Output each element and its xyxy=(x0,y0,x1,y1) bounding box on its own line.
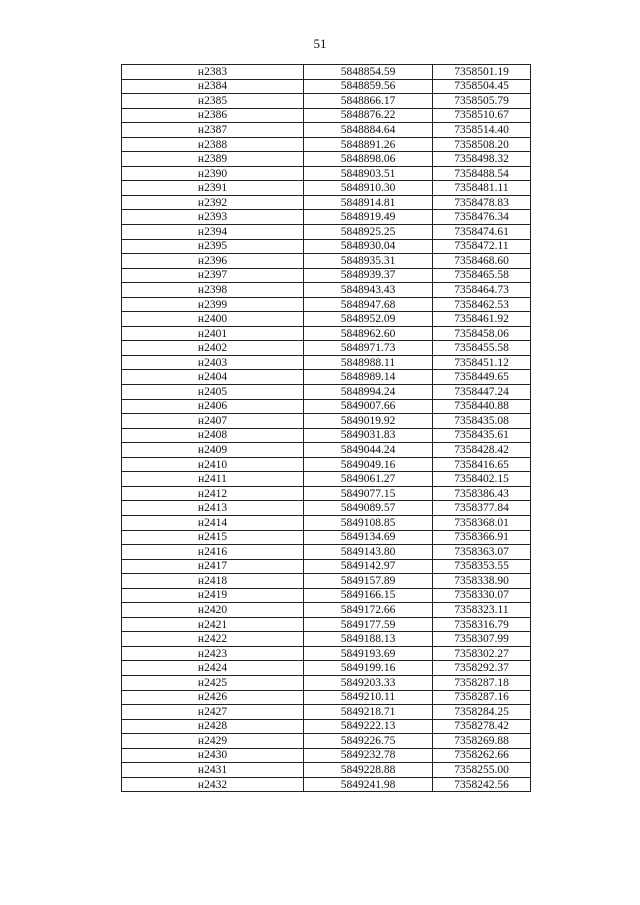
table-row xyxy=(122,705,531,720)
table-row xyxy=(122,515,531,530)
table-row xyxy=(122,530,531,545)
point-id-cell: н2395 xyxy=(122,239,304,254)
y-coordinate-cell: 7358458.06 xyxy=(433,326,531,341)
table-row xyxy=(122,399,531,414)
point-id-cell: н2420 xyxy=(122,603,304,618)
x-coordinate-cell: 5848854.59 xyxy=(304,65,433,80)
point-id-cell: н2388 xyxy=(122,137,304,152)
x-coordinate-cell: 5849134.69 xyxy=(304,530,433,545)
point-id-cell: н2393 xyxy=(122,210,304,225)
table-row xyxy=(122,79,531,94)
x-coordinate-cell: 5848919.49 xyxy=(304,210,433,225)
y-coordinate-cell: 7358435.61 xyxy=(433,428,531,443)
point-id-cell: н2407 xyxy=(122,414,304,429)
y-coordinate-cell: 7358451.12 xyxy=(433,355,531,370)
y-coordinate-cell: 7358449.65 xyxy=(433,370,531,385)
point-id-cell: н2428 xyxy=(122,719,304,734)
y-coordinate-cell: 7358278.42 xyxy=(433,719,531,734)
table-row xyxy=(122,312,531,327)
table-row xyxy=(122,123,531,138)
x-coordinate-cell: 5849218.71 xyxy=(304,705,433,720)
point-id-cell: н2398 xyxy=(122,283,304,298)
point-id-cell: н2432 xyxy=(122,777,304,792)
point-id-cell: н2413 xyxy=(122,501,304,516)
x-coordinate-cell: 5849089.57 xyxy=(304,501,433,516)
point-id-cell: н2387 xyxy=(122,123,304,138)
x-coordinate-cell: 5848943.43 xyxy=(304,283,433,298)
y-coordinate-cell: 7358478.83 xyxy=(433,195,531,210)
y-coordinate-cell: 7358472.11 xyxy=(433,239,531,254)
table-row xyxy=(122,603,531,618)
y-coordinate-cell: 7358402.15 xyxy=(433,472,531,487)
point-id-cell: н2386 xyxy=(122,108,304,123)
x-coordinate-cell: 5848994.24 xyxy=(304,385,433,400)
y-coordinate-cell: 7358455.58 xyxy=(433,341,531,356)
table-row xyxy=(122,239,531,254)
point-id-cell: н2389 xyxy=(122,152,304,167)
point-id-cell: н2423 xyxy=(122,646,304,661)
point-id-cell: н2421 xyxy=(122,617,304,632)
x-coordinate-cell: 5849061.27 xyxy=(304,472,433,487)
table-row xyxy=(122,254,531,269)
table-row xyxy=(122,195,531,210)
x-coordinate-cell: 5848925.25 xyxy=(304,225,433,240)
table-row xyxy=(122,355,531,370)
table-row xyxy=(122,428,531,443)
x-coordinate-cell: 5848939.37 xyxy=(304,268,433,283)
table-row xyxy=(122,777,531,792)
x-coordinate-cell: 5848859.56 xyxy=(304,79,433,94)
table-row xyxy=(122,632,531,647)
x-coordinate-cell: 5848962.60 xyxy=(304,326,433,341)
y-coordinate-cell: 7358353.55 xyxy=(433,559,531,574)
x-coordinate-cell: 5848971.73 xyxy=(304,341,433,356)
point-id-cell: н2399 xyxy=(122,297,304,312)
x-coordinate-cell: 5848989.14 xyxy=(304,370,433,385)
table-row xyxy=(122,501,531,516)
y-coordinate-cell: 7358368.01 xyxy=(433,515,531,530)
y-coordinate-cell: 7358428.42 xyxy=(433,443,531,458)
y-coordinate-cell: 7358510.67 xyxy=(433,108,531,123)
x-coordinate-cell: 5849007.66 xyxy=(304,399,433,414)
point-id-cell: н2397 xyxy=(122,268,304,283)
coordinates-table xyxy=(121,64,531,792)
point-id-cell: н2392 xyxy=(122,195,304,210)
x-coordinate-cell: 5848903.51 xyxy=(304,166,433,181)
table-row xyxy=(122,210,531,225)
y-coordinate-cell: 7358302.27 xyxy=(433,646,531,661)
x-coordinate-cell: 5849188.13 xyxy=(304,632,433,647)
table-row xyxy=(122,661,531,676)
point-id-cell: н2400 xyxy=(122,312,304,327)
y-coordinate-cell: 7358269.88 xyxy=(433,734,531,749)
table-row xyxy=(122,646,531,661)
point-id-cell: н2431 xyxy=(122,763,304,778)
table-row xyxy=(122,166,531,181)
x-coordinate-cell: 5848898.06 xyxy=(304,152,433,167)
y-coordinate-cell: 7358287.18 xyxy=(433,675,531,690)
point-id-cell: н2405 xyxy=(122,385,304,400)
table-row xyxy=(122,137,531,152)
table-row xyxy=(122,545,531,560)
table-row xyxy=(122,443,531,458)
x-coordinate-cell: 5849193.69 xyxy=(304,646,433,661)
page-number: 51 xyxy=(313,36,327,51)
x-coordinate-cell: 5849210.11 xyxy=(304,690,433,705)
point-id-cell: н2403 xyxy=(122,355,304,370)
table-row xyxy=(122,472,531,487)
y-coordinate-cell: 7358440.88 xyxy=(433,399,531,414)
y-coordinate-cell: 7358366.91 xyxy=(433,530,531,545)
x-coordinate-cell: 5848988.11 xyxy=(304,355,433,370)
y-coordinate-cell: 7358488.54 xyxy=(433,166,531,181)
x-coordinate-cell: 5848947.68 xyxy=(304,297,433,312)
y-coordinate-cell: 7358514.40 xyxy=(433,123,531,138)
point-id-cell: н2422 xyxy=(122,632,304,647)
table-row xyxy=(122,283,531,298)
table-row xyxy=(122,617,531,632)
point-id-cell: н2402 xyxy=(122,341,304,356)
x-coordinate-cell: 5849031.83 xyxy=(304,428,433,443)
y-coordinate-cell: 7358501.19 xyxy=(433,65,531,80)
y-coordinate-cell: 7358461.92 xyxy=(433,312,531,327)
y-coordinate-cell: 7358476.34 xyxy=(433,210,531,225)
point-id-cell: н2408 xyxy=(122,428,304,443)
x-coordinate-cell: 5849232.78 xyxy=(304,748,433,763)
point-id-cell: н2404 xyxy=(122,370,304,385)
y-coordinate-cell: 7358386.43 xyxy=(433,486,531,501)
table-row xyxy=(122,414,531,429)
table-row xyxy=(122,225,531,240)
table-row xyxy=(122,94,531,109)
x-coordinate-cell: 5849203.33 xyxy=(304,675,433,690)
y-coordinate-cell: 7358338.90 xyxy=(433,574,531,589)
y-coordinate-cell: 7358316.79 xyxy=(433,617,531,632)
table-row xyxy=(122,341,531,356)
y-coordinate-cell: 7358284.25 xyxy=(433,705,531,720)
table-row xyxy=(122,152,531,167)
x-coordinate-cell: 5849143.80 xyxy=(304,545,433,560)
x-coordinate-cell: 5849044.24 xyxy=(304,443,433,458)
point-id-cell: н2412 xyxy=(122,486,304,501)
table-row xyxy=(122,486,531,501)
x-coordinate-cell: 5848930.04 xyxy=(304,239,433,254)
table-row xyxy=(122,748,531,763)
point-id-cell: н2416 xyxy=(122,545,304,560)
x-coordinate-cell: 5849222.13 xyxy=(304,719,433,734)
x-coordinate-cell: 5849019.92 xyxy=(304,414,433,429)
point-id-cell: н2401 xyxy=(122,326,304,341)
x-coordinate-cell: 5848910.30 xyxy=(304,181,433,196)
table-row xyxy=(122,65,531,80)
point-id-cell: н2394 xyxy=(122,225,304,240)
point-id-cell: н2385 xyxy=(122,94,304,109)
table-row xyxy=(122,326,531,341)
x-coordinate-cell: 5848914.81 xyxy=(304,195,433,210)
y-coordinate-cell: 7358462.53 xyxy=(433,297,531,312)
point-id-cell: н2383 xyxy=(122,65,304,80)
point-id-cell: н2430 xyxy=(122,748,304,763)
x-coordinate-cell: 5849199.16 xyxy=(304,661,433,676)
x-coordinate-cell: 5849049.16 xyxy=(304,457,433,472)
x-coordinate-cell: 5848952.09 xyxy=(304,312,433,327)
y-coordinate-cell: 7358255.00 xyxy=(433,763,531,778)
y-coordinate-cell: 7358504.45 xyxy=(433,79,531,94)
y-coordinate-cell: 7358505.79 xyxy=(433,94,531,109)
point-id-cell: н2411 xyxy=(122,472,304,487)
table-row xyxy=(122,385,531,400)
y-coordinate-cell: 7358474.61 xyxy=(433,225,531,240)
table-row xyxy=(122,370,531,385)
x-coordinate-cell: 5849241.98 xyxy=(304,777,433,792)
table-row xyxy=(122,268,531,283)
y-coordinate-cell: 7358323.11 xyxy=(433,603,531,618)
coordinates-table-body xyxy=(122,65,531,792)
y-coordinate-cell: 7358465.58 xyxy=(433,268,531,283)
point-id-cell: н2396 xyxy=(122,254,304,269)
x-coordinate-cell: 5848884.64 xyxy=(304,123,433,138)
y-coordinate-cell: 7358498.32 xyxy=(433,152,531,167)
table-row xyxy=(122,559,531,574)
y-coordinate-cell: 7358292.37 xyxy=(433,661,531,676)
table-row xyxy=(122,574,531,589)
y-coordinate-cell: 7358416.65 xyxy=(433,457,531,472)
point-id-cell: н2429 xyxy=(122,734,304,749)
y-coordinate-cell: 7358363.07 xyxy=(433,545,531,560)
y-coordinate-cell: 7358287.16 xyxy=(433,690,531,705)
x-coordinate-cell: 5848935.31 xyxy=(304,254,433,269)
x-coordinate-cell: 5848891.26 xyxy=(304,137,433,152)
table-row xyxy=(122,675,531,690)
y-coordinate-cell: 7358307.99 xyxy=(433,632,531,647)
point-id-cell: н2417 xyxy=(122,559,304,574)
x-coordinate-cell: 5849226.75 xyxy=(304,734,433,749)
point-id-cell: н2426 xyxy=(122,690,304,705)
table-row xyxy=(122,457,531,472)
y-coordinate-cell: 7358447.24 xyxy=(433,385,531,400)
table-row xyxy=(122,734,531,749)
point-id-cell: н2384 xyxy=(122,79,304,94)
y-coordinate-cell: 7358464.73 xyxy=(433,283,531,298)
table-row xyxy=(122,763,531,778)
y-coordinate-cell: 7358468.60 xyxy=(433,254,531,269)
table-row xyxy=(122,181,531,196)
x-coordinate-cell: 5849142.97 xyxy=(304,559,433,574)
point-id-cell: н2414 xyxy=(122,515,304,530)
table-row xyxy=(122,719,531,734)
point-id-cell: н2406 xyxy=(122,399,304,414)
table-row xyxy=(122,108,531,123)
x-coordinate-cell: 5849157.89 xyxy=(304,574,433,589)
point-id-cell: н2425 xyxy=(122,675,304,690)
point-id-cell: н2391 xyxy=(122,181,304,196)
point-id-cell: н2419 xyxy=(122,588,304,603)
y-coordinate-cell: 7358481.11 xyxy=(433,181,531,196)
y-coordinate-cell: 7358508.20 xyxy=(433,137,531,152)
x-coordinate-cell: 5849228.88 xyxy=(304,763,433,778)
point-id-cell: н2418 xyxy=(122,574,304,589)
table-row xyxy=(122,297,531,312)
point-id-cell: н2390 xyxy=(122,166,304,181)
x-coordinate-cell: 5848866.17 xyxy=(304,94,433,109)
x-coordinate-cell: 5849172.66 xyxy=(304,603,433,618)
table-row xyxy=(122,690,531,705)
point-id-cell: н2409 xyxy=(122,443,304,458)
y-coordinate-cell: 7358262.66 xyxy=(433,748,531,763)
point-id-cell: н2427 xyxy=(122,705,304,720)
y-coordinate-cell: 7358435.08 xyxy=(433,414,531,429)
x-coordinate-cell: 5849108.85 xyxy=(304,515,433,530)
x-coordinate-cell: 5848876.22 xyxy=(304,108,433,123)
y-coordinate-cell: 7358242.56 xyxy=(433,777,531,792)
y-coordinate-cell: 7358377.84 xyxy=(433,501,531,516)
x-coordinate-cell: 5849177.59 xyxy=(304,617,433,632)
point-id-cell: н2424 xyxy=(122,661,304,676)
x-coordinate-cell: 5849077.15 xyxy=(304,486,433,501)
y-coordinate-cell: 7358330.07 xyxy=(433,588,531,603)
point-id-cell: н2410 xyxy=(122,457,304,472)
x-coordinate-cell: 5849166.15 xyxy=(304,588,433,603)
point-id-cell: н2415 xyxy=(122,530,304,545)
table-row xyxy=(122,588,531,603)
